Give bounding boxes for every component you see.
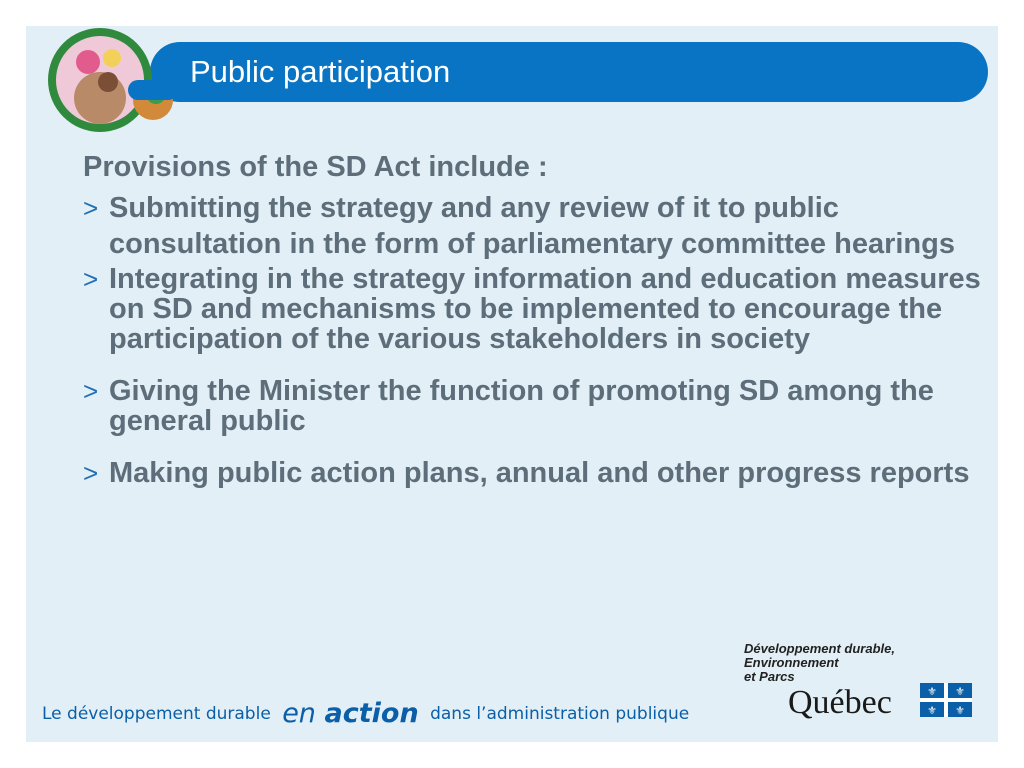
svg-text:⚜: ⚜ (955, 704, 965, 717)
quebec-wordmark: Québec (788, 684, 892, 721)
ministry-name (744, 642, 964, 684)
photo-collage (38, 20, 188, 145)
svg-text:⚜: ⚜ (927, 685, 937, 698)
footer-left-text: Le développement durable (42, 704, 271, 724)
bullet-marker: > (83, 264, 99, 294)
bullet-text: Integrating in the strategy information and education measures on SD and mechanisms to be implemented to encourage the participation of the various stakeholders in society (109, 263, 981, 355)
svg-text:⚜: ⚜ (955, 685, 965, 698)
ministry-line-3: et Parcs (744, 669, 795, 684)
lead-text: Provisions of the SD Act include : (83, 151, 548, 183)
bullet-text: Submitting the strategy and any review of it to public consultation in the form of parliamentary committee hearings (109, 192, 955, 260)
bullet-marker: > (83, 193, 99, 223)
bullet-text: Making public action plans, annual and other progress reports (109, 457, 970, 489)
ministry-line-1: Développement durable, (744, 641, 895, 656)
bullet-marker: > (83, 376, 99, 406)
bullet-item (83, 458, 988, 488)
ministry-line-2: Environnement (744, 655, 839, 670)
action-word: action (324, 698, 419, 729)
en-action-logo (282, 698, 419, 729)
slide-content (83, 150, 988, 488)
quebec-flag-icon (920, 683, 972, 717)
bullet-marker: > (83, 458, 99, 488)
footer-tagline (42, 698, 689, 729)
footer-right-text: dans l’administration publique (430, 704, 690, 724)
svg-text:⚜: ⚜ (927, 704, 937, 717)
bullet-item (83, 264, 988, 354)
en-word: en (282, 698, 316, 729)
bullet-item (83, 376, 988, 436)
slide-title: Public participation (190, 54, 451, 89)
bullet-item (83, 190, 988, 262)
bullet-text: Giving the Minister the function of promoting SD among the general public (109, 375, 934, 437)
